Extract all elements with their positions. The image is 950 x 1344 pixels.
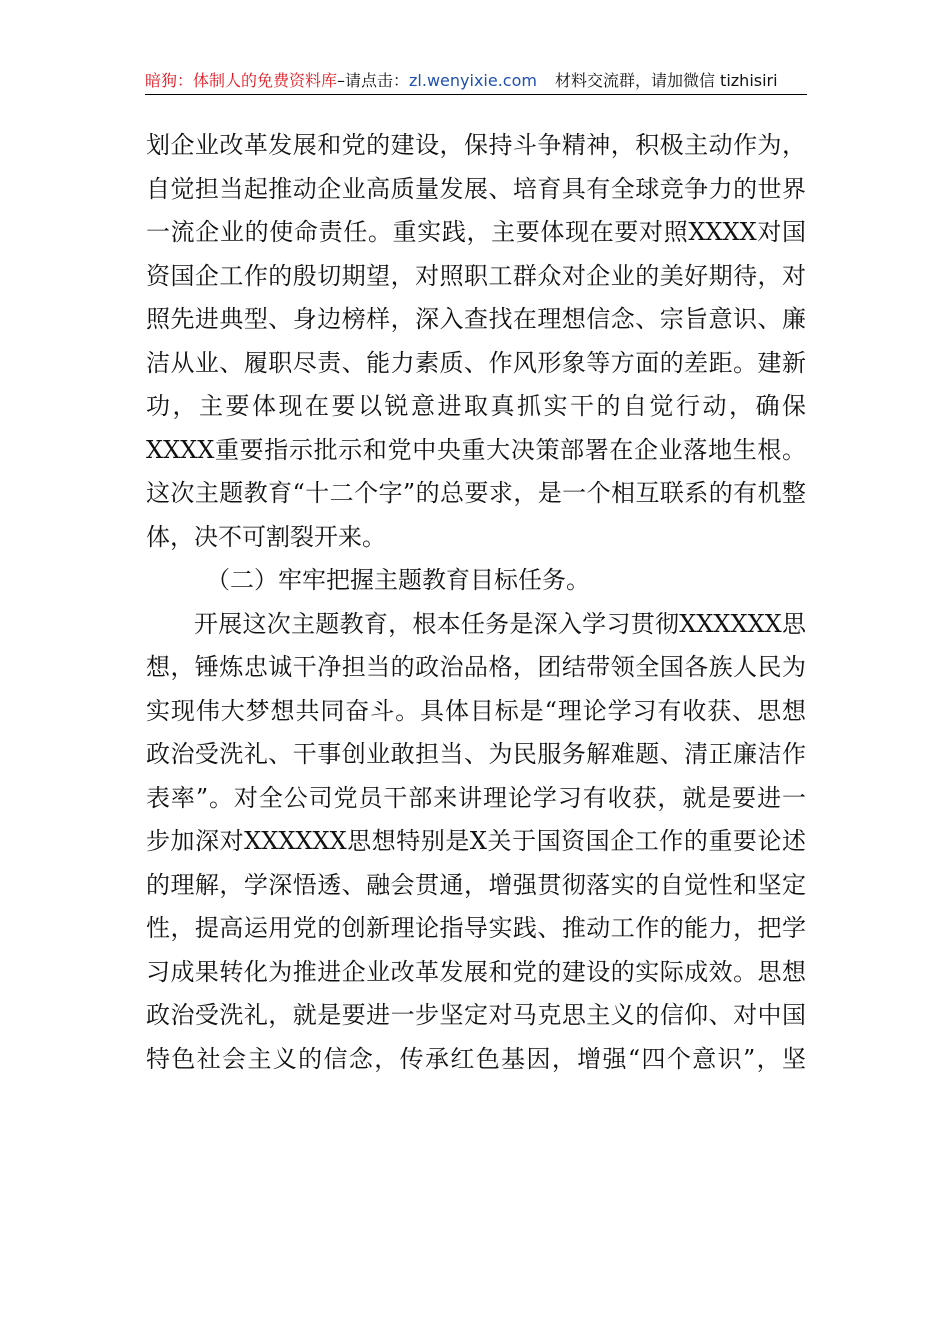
document-body [146,124,806,1081]
section-heading: （二）牢牢把握主题教育目标任务。 [206,566,590,594]
header-site-name: 暗狗：体制人的免费资料库 [145,71,338,90]
page-header [145,68,807,95]
header-url-link[interactable]: zl.wenyixie.com [409,71,537,90]
body-paragraph-1: 划企业改革发展和党的建设，保持斗争精神，积极主动作为，自觉担当起推动企业高质量发展、培育具有全球竞争力的世界一流企业的使命责任。重实践，主要体现在要对照XXXX对国资国企工作的殷切期望，对照职工群众对企业的美好期待，对照先进典型、身边榜样，深入查找在理想信念、宗旨意识、廉洁从业、履职尽责、能力素质、作风形象等方面的差距。建新功，主要体现在要以锐意进取真抓实干的自觉行动，确保XXXX重要指示批示和党中央重大决策部署在企业落地生根。这次主题教育“十二个字”的总要求，是一个相互联系的有机整体，决不可割裂开来。 [146,131,806,551]
header-prompt: –请点击： [337,71,410,90]
body-paragraph-2: 开展这次主题教育，根本任务是深入学习贯彻XXXXXX思想，锤炼忠诚干净担当的政治品格，团结带领全国各族人民为实现伟大梦想共同奋斗。具体目标是“理论学习有收获、思想政治受洗礼、干事创业敢担当、为民服务解难题、清正廉洁作表率”。对全公司党员干部来讲理论学习有收获，就是要进一步加深对XXXXXX思想特别是X关于国资国企工作的重要论述的理解，学深悟透、融会贯通，增强贯彻落实的自觉性和坚定性，提高运用党的创新理论指导实践、推动工作的能力，把学习成果转化为推进企业改革发展和党的建设的实际成效。思想政治受洗礼，就是要进一步坚定对马克思主义的信仰、对中国特色社会主义的信念，传承红色基因，增强“四个意识”，坚 [146,609,806,1073]
header-contact: 材料交流群，请加微信 tizhisiri [554,71,778,90]
